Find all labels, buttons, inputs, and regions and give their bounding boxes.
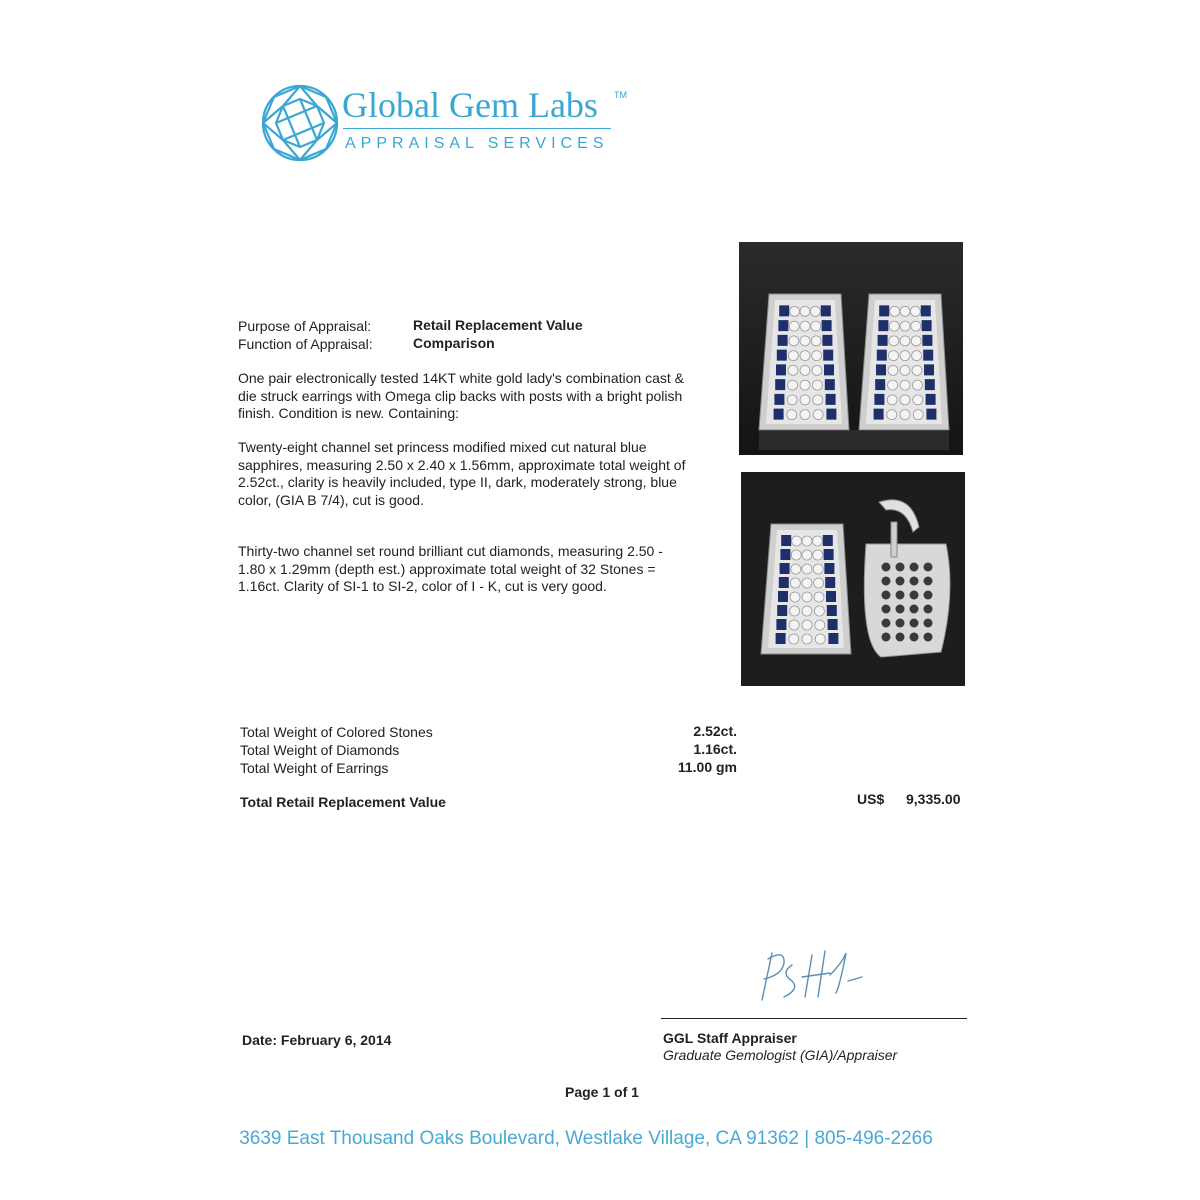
- retail-value-amount: 9,335.00: [906, 791, 961, 807]
- signature-icon: [750, 945, 870, 1005]
- page-number: Page 1 of 1: [565, 1084, 639, 1100]
- currency-label: US$: [857, 791, 885, 807]
- function-label: Function of Appraisal:: [238, 336, 373, 352]
- function-value: Comparison: [413, 335, 495, 351]
- purpose-label: Purpose of Appraisal:: [238, 318, 372, 334]
- earrings-front-photo: [739, 242, 963, 455]
- trademark-mark: TM: [614, 90, 627, 100]
- appraiser-name: GGL Staff Appraiser: [663, 1030, 797, 1046]
- earring-weight-label: Total Weight of Earrings: [240, 760, 389, 776]
- earring-weight-value: 11.00 gm: [677, 759, 737, 775]
- colored-weight-value: 2.52ct.: [693, 723, 737, 739]
- purpose-value: Retail Replacement Value: [413, 317, 583, 333]
- diamond-weight-label: Total Weight of Diamonds: [240, 742, 400, 758]
- appraiser-title: Graduate Gemologist (GIA)/Appraiser: [663, 1047, 898, 1063]
- appraisal-date: Date: February 6, 2014: [242, 1032, 392, 1048]
- company-address: 3639 East Thousand Oaks Boulevard, Westlake Village, CA 91362 | 805-496-2266: [239, 1128, 933, 1149]
- sapphire-description: Twenty-eight channel set princess modified mixed cut natural blue sapphires, measuring 2.50 x 2.40 x 1.56mm, approximate total weight of 2.52ct., clarity is heavily included, type II, dark, moderately strong, blue color, (GIA B 7/4), cut is good.: [238, 439, 686, 508]
- item-description: One pair electronically tested 14KT white gold lady's combination cast & die struck earrings with Omega clip backs with posts with a bright polish finish. Condition is new. Containing:: [238, 370, 684, 421]
- retail-value-label: Total Retail Replacement Value: [240, 794, 446, 810]
- diamond-weight-value: 1.16ct.: [693, 741, 737, 757]
- diamond-description: Thirty-two channel set round brilliant cut diamonds, measuring 2.50 - 1.80 x 1.29mm (depth est.) approximate total weight of 32 Stones = 1.16ct. Clarity of SI-1 to SI-2, color of I - K, cut is very good.: [238, 543, 663, 594]
- colored-weight-label: Total Weight of Colored Stones: [240, 724, 433, 740]
- brand-name: Global Gem Labs: [342, 85, 598, 125]
- earrings-side-photo: [741, 472, 965, 686]
- gem-logo-icon: [260, 83, 340, 163]
- brand-divider: [343, 128, 611, 129]
- signature-line: [661, 1018, 967, 1019]
- brand-subtitle: APPRAISAL SERVICES: [345, 135, 609, 152]
